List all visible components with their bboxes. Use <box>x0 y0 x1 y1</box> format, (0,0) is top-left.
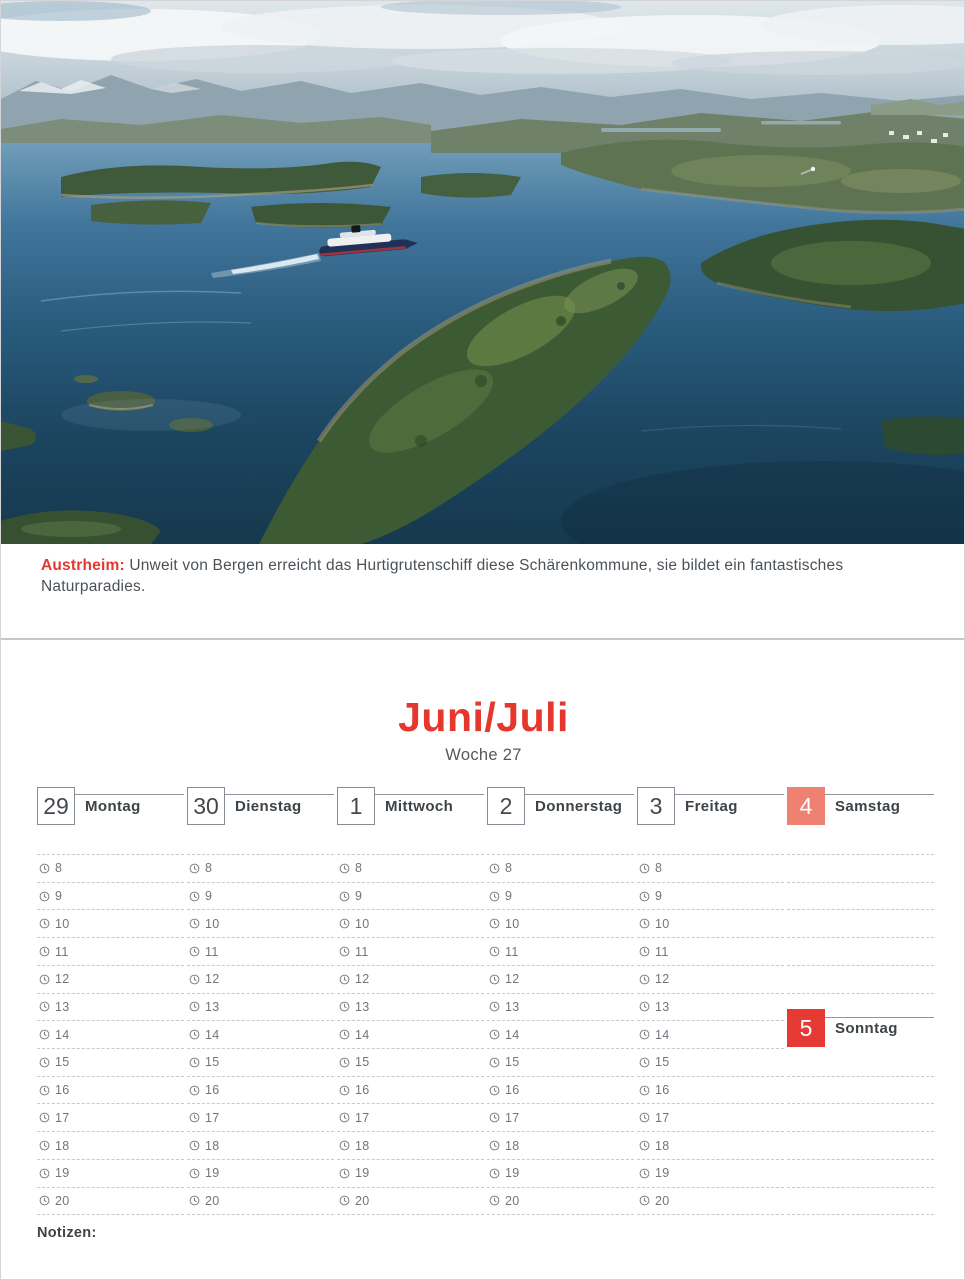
day-number-box: 4 <box>787 787 825 825</box>
clock-icon <box>39 891 50 902</box>
day-header-mittwoch <box>337 787 484 854</box>
hour-label: 17 <box>505 1110 520 1125</box>
hour-label: 18 <box>205 1138 220 1153</box>
clock-icon <box>39 946 50 957</box>
header-line <box>675 794 784 795</box>
day-label: Dienstag <box>235 798 302 815</box>
header-line <box>825 1017 934 1018</box>
clock-icon <box>339 974 350 985</box>
hour-label: 9 <box>655 889 663 904</box>
hour-row <box>337 1188 484 1216</box>
hour-row <box>337 938 484 966</box>
hour-label: 15 <box>55 1055 70 1070</box>
clock-icon <box>189 863 200 874</box>
clock-icon <box>339 1168 350 1179</box>
hour-row <box>37 966 184 994</box>
hour-rows <box>487 854 634 1215</box>
clock-icon <box>339 863 350 874</box>
hour-label: 18 <box>55 1138 70 1153</box>
hour-label: 12 <box>205 972 220 987</box>
hour-label: 14 <box>355 1027 370 1042</box>
clock-icon <box>489 946 500 957</box>
day-header-dienstag <box>187 787 334 854</box>
caption-location: Austrheim: <box>41 557 125 574</box>
clock-icon <box>39 1140 50 1151</box>
day-label: Montag <box>85 798 141 815</box>
hour-label: 19 <box>505 1166 520 1181</box>
hour-label: 16 <box>355 1083 370 1098</box>
hour-row <box>187 994 334 1022</box>
hour-label: 13 <box>205 999 220 1014</box>
day-column-samstag-sonntag <box>787 787 934 1215</box>
hour-label: 11 <box>55 944 69 959</box>
day-number-box: 3 <box>637 787 675 825</box>
hour-row <box>487 1132 634 1160</box>
clock-icon <box>489 1168 500 1179</box>
header-line <box>375 794 484 795</box>
hour-label: 17 <box>205 1110 220 1125</box>
hour-label: 11 <box>505 944 519 959</box>
hour-label: 9 <box>55 889 63 904</box>
hour-row <box>637 1049 784 1077</box>
day-label: Sonntag <box>835 1020 898 1037</box>
hour-row <box>337 1021 484 1049</box>
ruled-row <box>787 855 934 883</box>
clock-icon <box>489 974 500 985</box>
hour-label: 19 <box>205 1166 220 1181</box>
hour-rows <box>337 854 484 1215</box>
hour-label: 19 <box>355 1166 370 1181</box>
hour-label: 8 <box>355 861 363 876</box>
hour-row <box>337 1049 484 1077</box>
hour-label: 10 <box>55 916 70 931</box>
clock-icon <box>339 891 350 902</box>
clock-icon <box>39 1112 50 1123</box>
hour-rows <box>187 854 334 1215</box>
hour-row <box>187 1132 334 1160</box>
ruled-row <box>787 910 934 938</box>
clock-icon <box>639 974 650 985</box>
hour-row <box>37 1077 184 1105</box>
clock-icon <box>489 863 500 874</box>
hour-row <box>337 1104 484 1132</box>
hour-label: 11 <box>655 944 669 959</box>
day-number-box: 30 <box>187 787 225 825</box>
clock-icon <box>189 1029 200 1040</box>
hour-label: 16 <box>205 1083 220 1098</box>
clock-icon <box>189 1195 200 1206</box>
hour-label: 20 <box>55 1193 70 1208</box>
hour-row <box>637 1160 784 1188</box>
day-label: Samstag <box>835 798 901 815</box>
day-header-freitag <box>637 787 784 854</box>
hour-row <box>337 855 484 883</box>
header-line <box>225 794 334 795</box>
hour-row <box>487 1077 634 1105</box>
clock-icon <box>489 1112 500 1123</box>
notes-label: Notizen: <box>37 1225 97 1241</box>
calendar-title: Juni/Juli <box>398 694 569 740</box>
header-line <box>825 794 934 795</box>
clock-icon <box>639 918 650 929</box>
hour-rows <box>637 854 784 1215</box>
hour-row <box>487 855 634 883</box>
clock-icon <box>339 1057 350 1068</box>
clock-icon <box>339 1001 350 1012</box>
hour-label: 15 <box>505 1055 520 1070</box>
hour-row <box>337 1077 484 1105</box>
day-label: Donnerstag <box>535 798 623 815</box>
hour-row <box>637 883 784 911</box>
hour-row <box>637 1104 784 1132</box>
hour-label: 8 <box>55 861 63 876</box>
hour-label: 18 <box>505 1138 520 1153</box>
hour-row <box>187 855 334 883</box>
day-header-donnerstag <box>487 787 634 854</box>
hour-label: 13 <box>55 999 70 1014</box>
hour-label: 15 <box>205 1055 220 1070</box>
hour-row <box>187 1021 334 1049</box>
day-column-dienstag <box>187 787 334 1215</box>
hour-row <box>37 1188 184 1216</box>
clock-icon <box>339 1085 350 1096</box>
header-line <box>525 794 634 795</box>
day-label: Mittwoch <box>385 798 454 815</box>
clock-icon <box>189 946 200 957</box>
day-column-mittwoch <box>337 787 484 1215</box>
hour-label: 8 <box>205 861 213 876</box>
clock-icon <box>39 863 50 874</box>
clock-icon <box>189 918 200 929</box>
hour-row <box>487 966 634 994</box>
hour-label: 10 <box>655 916 670 931</box>
hour-label: 17 <box>655 1110 670 1125</box>
clock-icon <box>189 1112 200 1123</box>
hour-label: 20 <box>355 1193 370 1208</box>
clock-icon <box>39 1195 50 1206</box>
day-label: Freitag <box>685 798 738 815</box>
hour-row <box>187 1077 334 1105</box>
hour-row <box>637 1077 784 1105</box>
ruled-row <box>787 1077 934 1105</box>
calendar-section <box>1 640 965 1280</box>
clock-icon <box>639 863 650 874</box>
hour-row <box>487 1049 634 1077</box>
clock-icon <box>489 918 500 929</box>
day-header-montag <box>37 787 184 854</box>
clock-icon <box>339 1140 350 1151</box>
day-number-box: 29 <box>37 787 75 825</box>
day-column-montag <box>37 787 184 1215</box>
clock-icon <box>189 974 200 985</box>
hour-row <box>187 966 334 994</box>
caption-text: Unweit von Bergen erreicht das Hurtigrutenschiff diese Schärenkommune, sie bildet ein fantastisches Naturparadies. <box>41 557 844 595</box>
clock-icon <box>339 1195 350 1206</box>
hour-label: 17 <box>355 1110 370 1125</box>
hour-label: 20 <box>505 1193 520 1208</box>
hour-label: 11 <box>355 944 369 959</box>
clock-icon <box>639 1085 650 1096</box>
day-column-freitag <box>637 787 784 1215</box>
clock-icon <box>339 946 350 957</box>
hour-row <box>37 1049 184 1077</box>
hour-label: 16 <box>55 1083 70 1098</box>
hour-row <box>637 966 784 994</box>
clock-icon <box>39 1168 50 1179</box>
clock-icon <box>189 891 200 902</box>
hour-label: 13 <box>355 999 370 1014</box>
hour-row <box>637 938 784 966</box>
day-number-box: 1 <box>337 787 375 825</box>
clock-icon <box>489 1140 500 1151</box>
ruled-row <box>787 1188 934 1216</box>
hour-label: 13 <box>505 999 520 1014</box>
hour-row <box>37 855 184 883</box>
hour-row <box>187 938 334 966</box>
hour-label: 12 <box>55 972 70 987</box>
hour-row <box>187 1049 334 1077</box>
hour-row <box>37 883 184 911</box>
hour-label: 10 <box>505 916 520 931</box>
hour-row <box>187 883 334 911</box>
hour-label: 14 <box>505 1027 520 1042</box>
clock-icon <box>39 1001 50 1012</box>
clock-icon <box>39 1057 50 1068</box>
hour-label: 12 <box>355 972 370 987</box>
clock-icon <box>189 1057 200 1068</box>
clock-icon <box>339 918 350 929</box>
clock-icon <box>639 1001 650 1012</box>
calendar-grid <box>37 787 934 1215</box>
clock-icon <box>39 974 50 985</box>
day-header-samstag <box>787 787 934 854</box>
calendar-week-subtitle: Woche 27 <box>445 746 522 764</box>
fjord-photo <box>1 1 965 544</box>
hour-label: 15 <box>655 1055 670 1070</box>
hour-row <box>637 855 784 883</box>
clock-icon <box>189 1085 200 1096</box>
clock-icon <box>639 1112 650 1123</box>
hour-row <box>487 1021 634 1049</box>
hour-label: 14 <box>55 1027 70 1042</box>
clock-icon <box>39 1085 50 1096</box>
clock-icon <box>639 1195 650 1206</box>
hour-row <box>37 1021 184 1049</box>
hour-row <box>37 1132 184 1160</box>
clock-icon <box>639 946 650 957</box>
ruled-row <box>787 966 934 994</box>
fjord-photo-illustration <box>1 1 965 544</box>
hour-row <box>637 1188 784 1216</box>
hour-row <box>187 1160 334 1188</box>
hour-label: 14 <box>655 1027 670 1042</box>
hour-row <box>337 1132 484 1160</box>
hour-label: 16 <box>505 1083 520 1098</box>
clock-icon <box>189 1140 200 1151</box>
hour-label: 11 <box>205 944 219 959</box>
hour-label: 9 <box>355 889 363 904</box>
clock-icon <box>189 1001 200 1012</box>
clock-icon <box>489 1085 500 1096</box>
hour-label: 14 <box>205 1027 220 1042</box>
clock-icon <box>489 1057 500 1068</box>
hour-label: 19 <box>55 1166 70 1181</box>
clock-icon <box>39 918 50 929</box>
hour-row <box>487 938 634 966</box>
ruled-row <box>787 883 934 911</box>
hour-label: 18 <box>655 1138 670 1153</box>
header-line <box>75 794 184 795</box>
hour-row <box>487 883 634 911</box>
clock-icon <box>189 1168 200 1179</box>
clock-icon <box>639 1029 650 1040</box>
hour-row <box>487 1160 634 1188</box>
clock-icon <box>489 1195 500 1206</box>
hour-label: 9 <box>205 889 213 904</box>
ruled-row <box>787 938 934 966</box>
day-number-box: 2 <box>487 787 525 825</box>
clock-icon <box>339 1029 350 1040</box>
hour-label: 10 <box>355 916 370 931</box>
hour-row <box>487 910 634 938</box>
hour-label: 12 <box>505 972 520 987</box>
hour-label: 15 <box>355 1055 370 1070</box>
hour-row <box>487 994 634 1022</box>
hour-label: 9 <box>505 889 513 904</box>
hour-label: 18 <box>355 1138 370 1153</box>
hour-row <box>637 994 784 1022</box>
clock-icon <box>489 891 500 902</box>
hour-label: 17 <box>55 1110 70 1125</box>
hour-row <box>37 1104 184 1132</box>
hour-label: 8 <box>505 861 513 876</box>
hour-row <box>37 1160 184 1188</box>
hour-label: 19 <box>655 1166 670 1181</box>
hour-label: 20 <box>205 1193 220 1208</box>
hour-row <box>487 1104 634 1132</box>
hour-rows <box>37 854 184 1215</box>
clock-icon <box>639 891 650 902</box>
clock-icon <box>339 1112 350 1123</box>
hour-row <box>637 910 784 938</box>
day-header-sonntag <box>787 1009 934 1055</box>
day-number-box: 5 <box>787 1009 825 1047</box>
hour-row <box>337 883 484 911</box>
hour-row <box>337 994 484 1022</box>
hour-label: 10 <box>205 916 220 931</box>
ruled-row <box>787 1132 934 1160</box>
hour-row <box>337 966 484 994</box>
hour-row <box>187 910 334 938</box>
hour-label: 16 <box>655 1083 670 1098</box>
hour-row <box>187 1188 334 1216</box>
clock-icon <box>489 1001 500 1012</box>
clock-icon <box>639 1057 650 1068</box>
clock-icon <box>639 1168 650 1179</box>
hour-label: 20 <box>655 1193 670 1208</box>
hour-row <box>337 910 484 938</box>
hour-row <box>187 1104 334 1132</box>
hour-row <box>637 1132 784 1160</box>
day-column-donnerstag <box>487 787 634 1215</box>
hour-row <box>637 1021 784 1049</box>
hour-label: 13 <box>655 999 670 1014</box>
hour-row <box>37 910 184 938</box>
ruled-row <box>787 1160 934 1188</box>
clock-icon <box>639 1140 650 1151</box>
hour-label: 8 <box>655 861 663 876</box>
clock-icon <box>39 1029 50 1040</box>
photo-caption <box>41 556 934 598</box>
hour-row <box>37 994 184 1022</box>
clock-icon <box>489 1029 500 1040</box>
hour-label: 12 <box>655 972 670 987</box>
ruled-row <box>787 1104 934 1132</box>
hour-row <box>37 938 184 966</box>
hour-row <box>487 1188 634 1216</box>
hour-row <box>337 1160 484 1188</box>
